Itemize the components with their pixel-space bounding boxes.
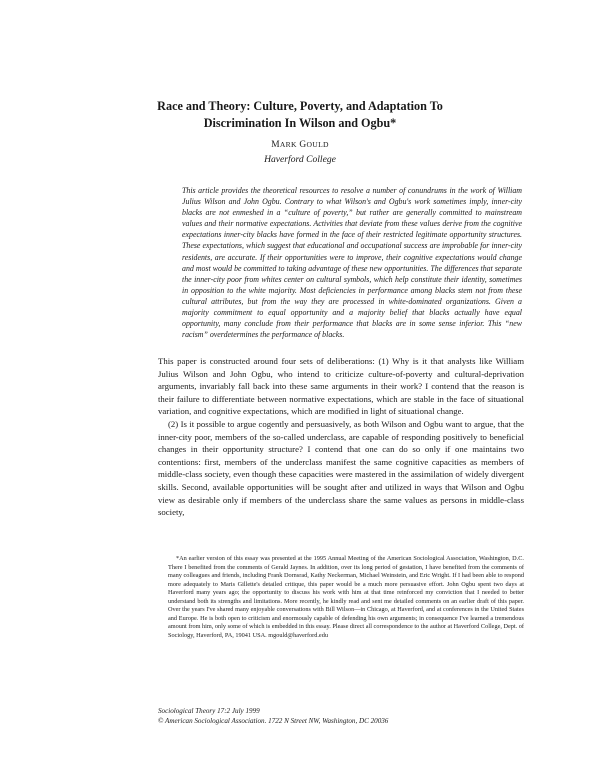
abstract: This article provides the theoretical resources to resolve a number of conundrums in the work of William Julius Wilson and John Ogbu. Contrary to what Wilson's and Ogbu's work sometimes imply, inner-city blacks are not enmeshed in a “culture of poverty,” but rather are generally committed to mainstream values and their normative expectations. Activities that deviate from these values derive from the cognitive expectations inner-city blacks have formed in the face of their restricted legitimate opportunity structures. These expectations, which suggest that educational and occupational success are improbable for inner-city residents, are accurate. If their opportunities were to improve, their cognitive expectations would change and most would be committed to taking advantage of these new opportunities. The differences that separate the inner-city poor from whites center on cultural symbols, which help constitute their identity, sometimes in opposition to the white majority. Most deficiencies in performance among blacks stem not from these cultural attributes, but from the way they are processed in white-dominated organizations. Given a majority commitment to equal opportunity and a majority belief that blacks actually have equal opportunity, many conclude from their performance that blacks are in some sense inferior. This “new racism” overdetermines the performance of blacks. <box>182 186 522 340</box>
author-first-initial: M <box>271 140 280 150</box>
body-paragraph-2: (2) Is it possible to argue cogently and persuasively, as both Wilson and Ogbu want to argue, that the inner-city poor, members of the so-called underclass, are capable of responding positively to beneficial changes in their opportunity structure? I contend that one can do so only if one maintains two contentions: first, members of the underclass manifest the same cognitive capacities as members of middle-class society, even though these capacities were mastered in the assimilation of widely divergent skills. Second, available opportunities will be sought after and utilized in ways that Wilson and Ogbu view as desirable only if members of the underclass share the same values as persons in middle-class society, <box>158 418 524 518</box>
footnote: *An earlier version of this essay was presented at the 1995 Annual Meeting of the American Sociological Association, Washington, D.C. There I benefited from the comments of Gerald Jaynes. In addition, over its long period of gestation, I have benefited from the comments of many colleagues and friends, including Frank Dornsrad, Kathy Neckerman, Michael Weinstein, and Eric Wright. If I had been able to respond more adequately to Maris Gillette's detailed critique, this paper would be a much more persuasive effort. John Ogbu spent two days at Haverford many years ago; the opportunity to discuss his work with him at that time reinforced my conviction that I needed to better understand both its strengths and limitations. More recently, he kindly read and sent me detailed comments on an earlier draft of this paper. Over the years I've shared many enjoyable conversations with Bill Wilson—in Chicago, at Haverford, and at conferences in the United States and Europe. He is both open to criticism and enormously capable of defending his own arguments; in consequence I've learned a tremendous amount from him, only some of which is embedded in this essay. Please direct all correspondence to the author at Haverford College, Dept. of Sociology, Haverford, PA, 19041 USA. mgould@haverford.edu <box>168 555 524 639</box>
body-paragraph-1: This paper is constructed around four sets of deliberations: (1) Why is it that analysts like William Julius Wilson and John Ogbu, who intend to criticize culture-of-poverty and cultural-deprivation arguments, invariably fall back into these same arguments in their work? I contend that the reason is their failure to differentiate between normative expectations, which are stable in the face of situational variation, and cognitive expectations, which are modified in light of situational change. <box>158 356 524 417</box>
journal-publisher: © American Sociological Association. 1722 N Street NW, Washington, DC 20036 <box>158 716 389 725</box>
article-title <box>140 98 460 132</box>
body-text <box>158 355 524 519</box>
author-affiliation: Haverford College <box>264 154 336 165</box>
author-last-initial: G <box>299 140 307 150</box>
author-first-rest: ARK <box>279 140 297 149</box>
author-name <box>0 140 600 150</box>
author-last-rest: OULD <box>306 140 329 149</box>
journal-info <box>158 707 524 726</box>
article-title-line-2: Discrimination In Wilson and Ogbu* <box>203 116 397 130</box>
journal-citation: Sociological Theory 17:2 July 1999 <box>158 707 260 715</box>
article-title-line-1: Race and Theory: Culture, Poverty, and Adaptation To <box>157 99 443 113</box>
